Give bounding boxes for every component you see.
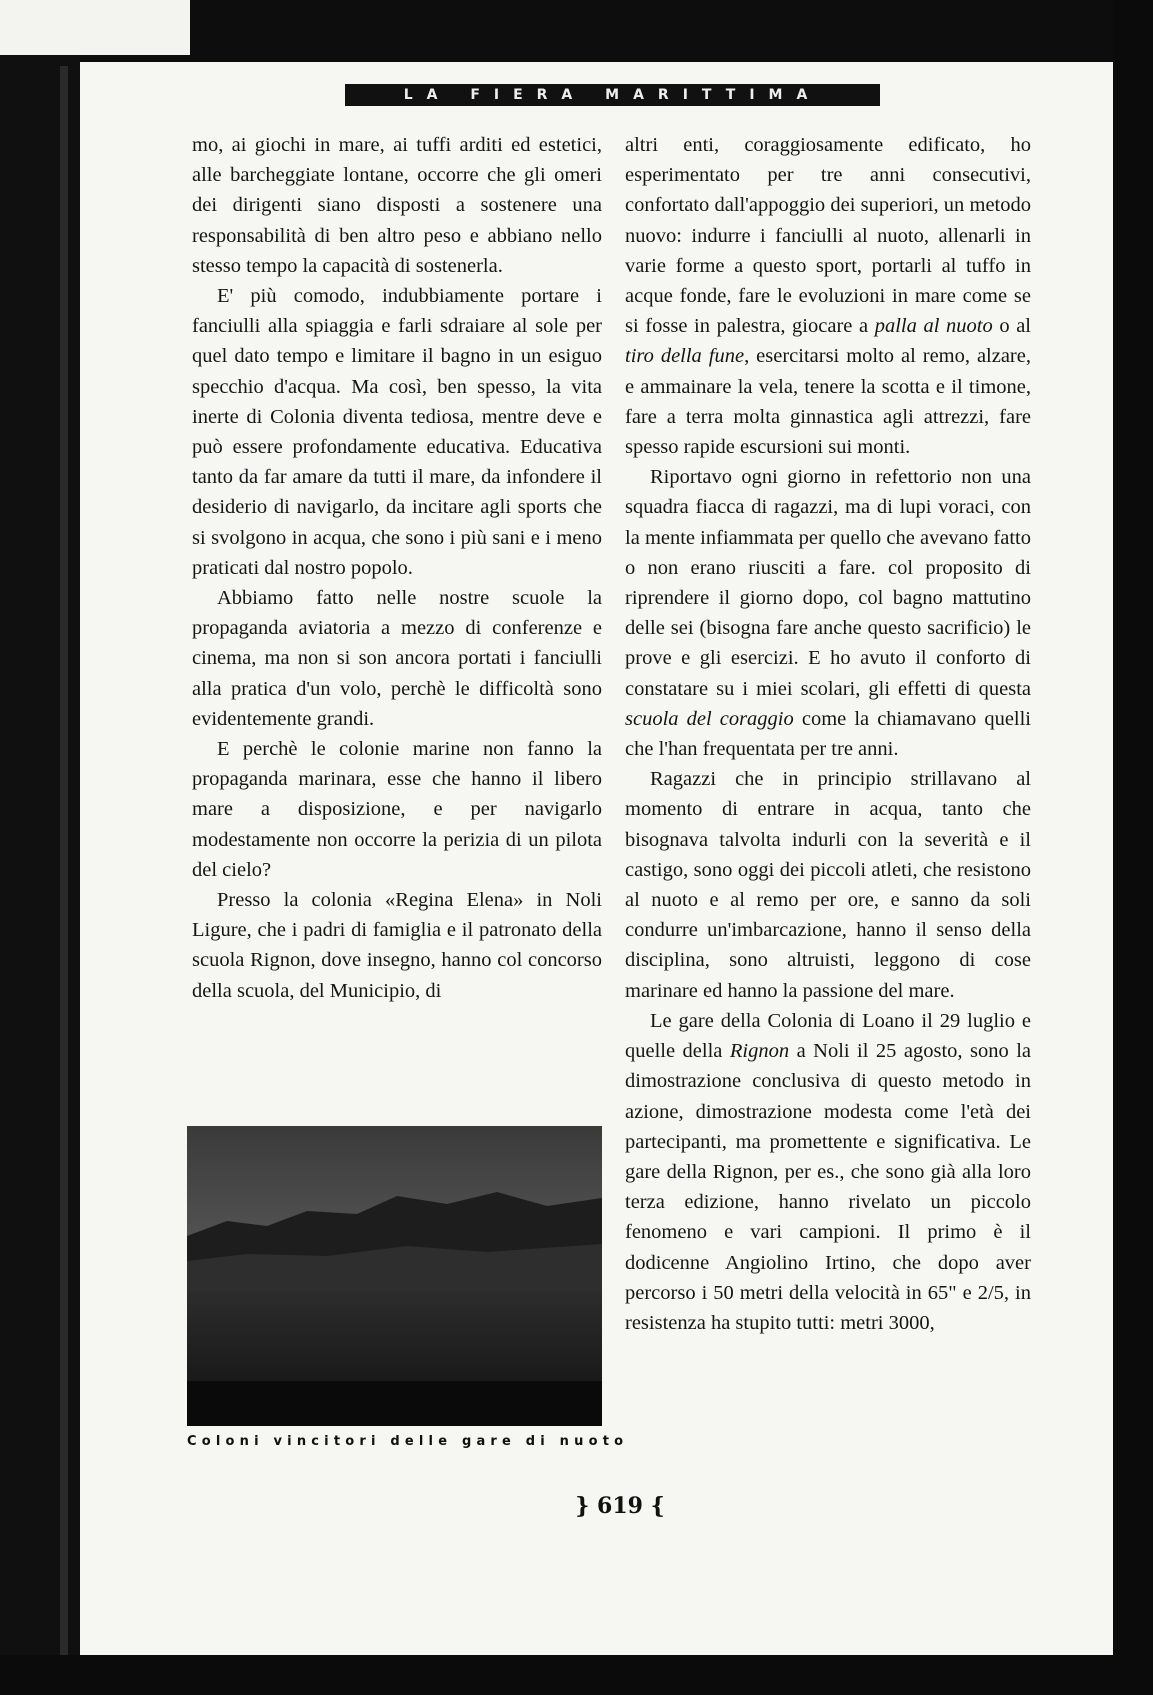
- paragraph: Abbiamo fatto nelle nostre scuole la propaganda aviatoria a mezzo di conferenze e cinema, ma non si son ancora portati i fanciulli alla pratica d'un volo, perchè le difficoltà sono evidentemente grandi.: [192, 587, 602, 730]
- page-number: } 619 {: [575, 1493, 665, 1519]
- paragraph: altri enti, coraggiosamente edificato, ho esperimentato per tre anni consecutivi, confortato dall'appoggio dei superiori, un metodo nuovo: indurre i fanciulli al nuoto, allenarli in varie forme a questo sport, portarli al tuffo in acque fonde, fare le evoluzioni in mare come se si fosse in palestra, giocare a palla al nuoto o al tiro della fune, esercitarsi molto al remo, alzare, e ammainare la vela, tenere la scotta e il timone, fare a terra molta ginnastica agli attrezzi, fare spesso rapide escursioni sui monti.: [625, 134, 1031, 459]
- scan-top-notch: [0, 0, 190, 55]
- right-column: [625, 130, 1031, 1338]
- paragraph: E perchè le colonie marine non fanno la propaganda marinara, esse che hanno il libero mare a disposizione, e per navigarlo modestamente non occorre la perizia di un pilota del cielo?: [192, 738, 602, 881]
- paragraph: Presso la colonia «Regina Elena» in Noli Ligure, che i padri di famiglia e il patronato della scuola Rignon, dove insegno, hanno col concorso della scuola, del Municipio, di: [192, 889, 602, 1002]
- running-head: LA FIERA MARITTIMA: [345, 84, 880, 106]
- paragraph: Ragazzi che in principio strillavano al momento di entrare in acqua, tanto che bisognava talvolta indurli con la severità e il castigo, sono oggi dei piccoli atleti, che resistono al nuoto e al remo per ore, e sanno da soli condurre un'imbarcazione, hanno il senso della disciplina, sono altruisti, leggono di cose marinare ed hanno la passione del mare.: [625, 768, 1031, 1002]
- scan-right-border: [1113, 0, 1153, 1695]
- paragraph: mo, ai giochi in mare, ai tuffi arditi ed estetici, alle barcheggiate lontane, occorre che gli omeri dei dirigenti siano disposti a sostenere una responsabilità di ben altro peso e abbiano nello stesso tempo la capacità di sostenerla.: [192, 134, 602, 277]
- scan-left-border: [0, 55, 80, 1655]
- photo-swimmers: [187, 1126, 602, 1426]
- page-edge-line: [60, 66, 68, 1656]
- photo-caption: Coloni vincitori delle gare di nuoto: [187, 1434, 629, 1449]
- paragraph: Riportavo ogni giorno in refettorio non una squadra fiacca di ragazzi, ma di lupi voraci, con la mente infiammata per quello che avevano fatto o non erano riusciti a fare. col proposito di riprendere il giorno dopo, col bagno mattutino delle sei (bisogna fare anche questo sacrificio) le prove e gli esercizi. E ho avuto il conforto di constatare su i miei scolari, gli effetti di questa scuola del coraggio come la chiamavano quelli che l'han frequentata per tre anni.: [625, 466, 1031, 761]
- paragraph: E' più comodo, indubbiamente portare i fanciulli alla spiaggia e farli sdraiare al sole per quel dato tempo e limitare il bagno in un esiguo specchio d'acqua. Ma così, ben spesso, la vita inerte di Colonia diventa tediosa, mentre deve e può essere profondamente educativa. Educativa tanto da far amare da tutti il mare, da infondere il desiderio di navigarlo, da incitare agli sports che si svolgono in acqua, che sono i più sani e i meno praticati dal nostro popolo.: [192, 285, 602, 579]
- paragraph: Le gare della Colonia di Loano il 29 luglio e quelle della Rignon a Noli il 25 agosto, sono la dimostrazione conclusiva di questo metodo in azione, dimostrazione modesta come l'età dei partecipanti, ma promettente e significativa. Le gare della Rignon, per es., che sono già alla loro terza edizione, hanno rivelato un piccolo fenomeno e vari campioni. Il primo è il dodicenne Angiolino Irtino, che dopo aver percorso i 50 metri della velocità in 65" e 2/5, in resistenza ha stupito tutti: metri 3000,: [625, 1009, 1031, 1334]
- scan-bottom-border: [0, 1655, 1153, 1695]
- left-column: [192, 130, 602, 1006]
- photo-image: [187, 1126, 602, 1426]
